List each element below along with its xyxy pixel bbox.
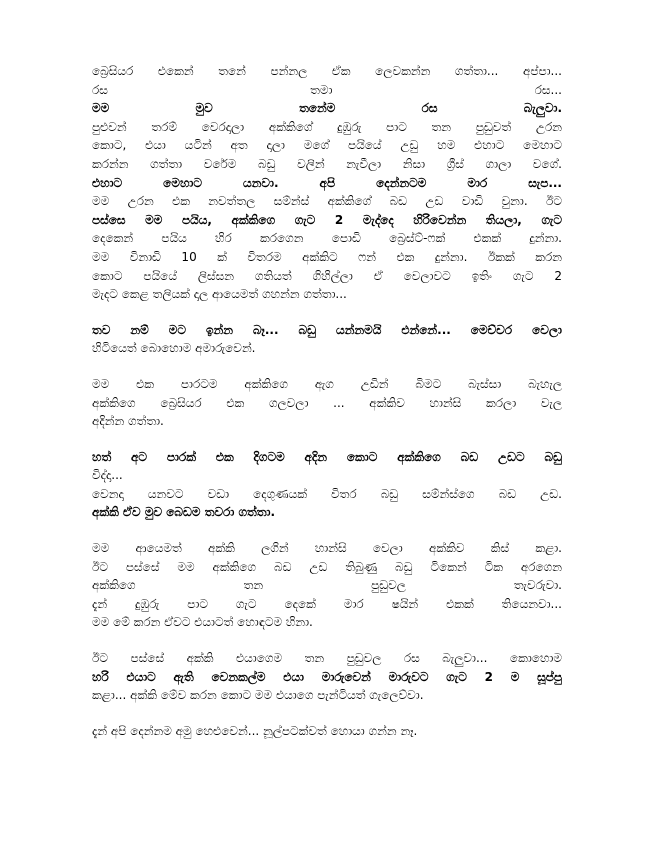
- paragraph: [92, 321, 562, 358]
- text-line: මැදට කෙළ තලියක් දාල ආයෙමත් ගහන්න ගත්තා...: [92, 287, 347, 302]
- text-line: දැන් දුඹුරු පාට ගැට දෙකේ මාර ෂයින් එකක් තියෙනවා...: [92, 596, 562, 611]
- document-body: [92, 62, 562, 757]
- text-line: හිටියෙත් බොහොම අමාරුවෙන්.: [92, 341, 256, 356]
- text-line: පස්සෙ මම පයිය, අක්කිගෙ ගැට 2 මැද්දෙ හිරිවෙන්න තියලා, ගැට: [92, 212, 562, 227]
- text-line: බ්‍රෙසියර එකෙන් තනේ පන්නල ඒක ලෙවකන්න ගත්තා... අප්පා...: [92, 64, 562, 78]
- text-line: මම මේ කරන ඒවට එයාටත් හොඳටම හිනා.: [92, 615, 313, 630]
- paragraph: [92, 62, 562, 304]
- text-line: කොට පයියේ ලිස්සන ගතියත් ගිහිල්ලා ඒ වෙලාවට ඉතිං ගැට 2: [92, 268, 562, 283]
- text-line: හත් අට පාරක් එක දිගටම අදින කොට අක්කිගෙ බඩ උඩට බඩු: [92, 449, 562, 464]
- paragraph: [92, 722, 562, 741]
- text-line: අක්කි ඒව මුව බෙඩම තවරා ගත්තා.: [92, 505, 276, 520]
- text-line: මම උරන එක නවත්තල සම්න්ස් අක්කිගේ බඩ උඩ වාඩි වුනා. ඊට: [92, 194, 562, 209]
- text-line: කරන්න ගත්තා වරේම බඩු වලින් නැවීලා නිසා ග්‍රීස් ගාලා වගේ.: [92, 156, 562, 171]
- text-line: කොට, එයා යටින් අත දාලා මගේ පයියේ උඩු හම එහාට මෙහාට: [92, 138, 562, 153]
- paragraph: [92, 375, 562, 431]
- paragraph: [92, 649, 562, 705]
- text-line: මම ආයෙමත් අක්කි ලගින් හාන්සි වෙලා අක්කිව කිස් කළා.: [92, 541, 562, 556]
- text-line: දෙකෙන් පයිය හිර කරගෙන පොඩි බ්‍රෙස්ට්-ෆක් එකක් දුන්නා.: [92, 231, 562, 246]
- paragraph: [92, 448, 562, 522]
- text-line: මම විනාඩි 10 ක් විතරම අක්කිට ෆන් එක දුන්නා. ඊකක් කරන: [92, 249, 562, 264]
- text-line: රස තමා රස...: [92, 82, 562, 97]
- text-line: එහාට මෙහාට යනවා. අපි දෙන්නටම මාර සැප...: [92, 175, 562, 190]
- text-line: ඊට පස්සේ මම අක්කිගෙ බඩ උඩ තිබුණු බඩු ටිකෙන් ටික අරගෙන: [92, 559, 562, 574]
- text-line: අදින්න ගත්තා.: [92, 414, 164, 429]
- text-line: මම මුව තනේම රස බැලුවා.: [92, 101, 562, 116]
- text-line: තව නම් මට ඉන්න බෑ... බඩු යන්නමයි එන්නේ... මෙච්චර වෙලා: [92, 322, 562, 337]
- text-line: අක්කිගෙ බ්‍රෙසියර එක ගලවලා ... අක්කිව හාන්සි කරලා වැල: [92, 395, 562, 410]
- paragraph: [92, 539, 562, 632]
- text-line: වෙනදා යනවට වඩා දෙගුණයක් විතර බඩු සම්න්ස්ගෙ බඩ උඩ.: [92, 486, 562, 501]
- text-line: දැන් අපි දෙන්නම අමු හෙළුවෙන්... නූල්පටක්වත් හොයා ගන්න නෑ.: [92, 723, 418, 738]
- text-line: ඊට පස්සේ අක්කි එයාගෙම තන පුඩුවල රස බැලුවා... කොහොම: [92, 651, 562, 666]
- text-line: හරි එයාට ඇති වෙනකල්ම එයා මාරුවෙන් මාරුවට ගැට 2 ම සූප්පු: [92, 669, 562, 684]
- text-line: මම එක පාරටම අක්කිගෙ ඇග උඩින් බිමට බැස්සා බැහැල: [92, 376, 562, 391]
- text-line: අක්කිගෙ තන පුඩුවල තැවරුවා.: [92, 578, 562, 593]
- text-line: පුළුවන් තරම් වෙරදාලා අක්කිගේ දුඹුරු පාට තන පුඩුවත් උරන: [92, 119, 562, 134]
- text-line: විද්දා...: [92, 468, 123, 483]
- text-line: කළා... අක්කි මේව කරන කොට මම එයාගෙ පැන්ටියත් ගැලෙව්වා.: [92, 688, 424, 703]
